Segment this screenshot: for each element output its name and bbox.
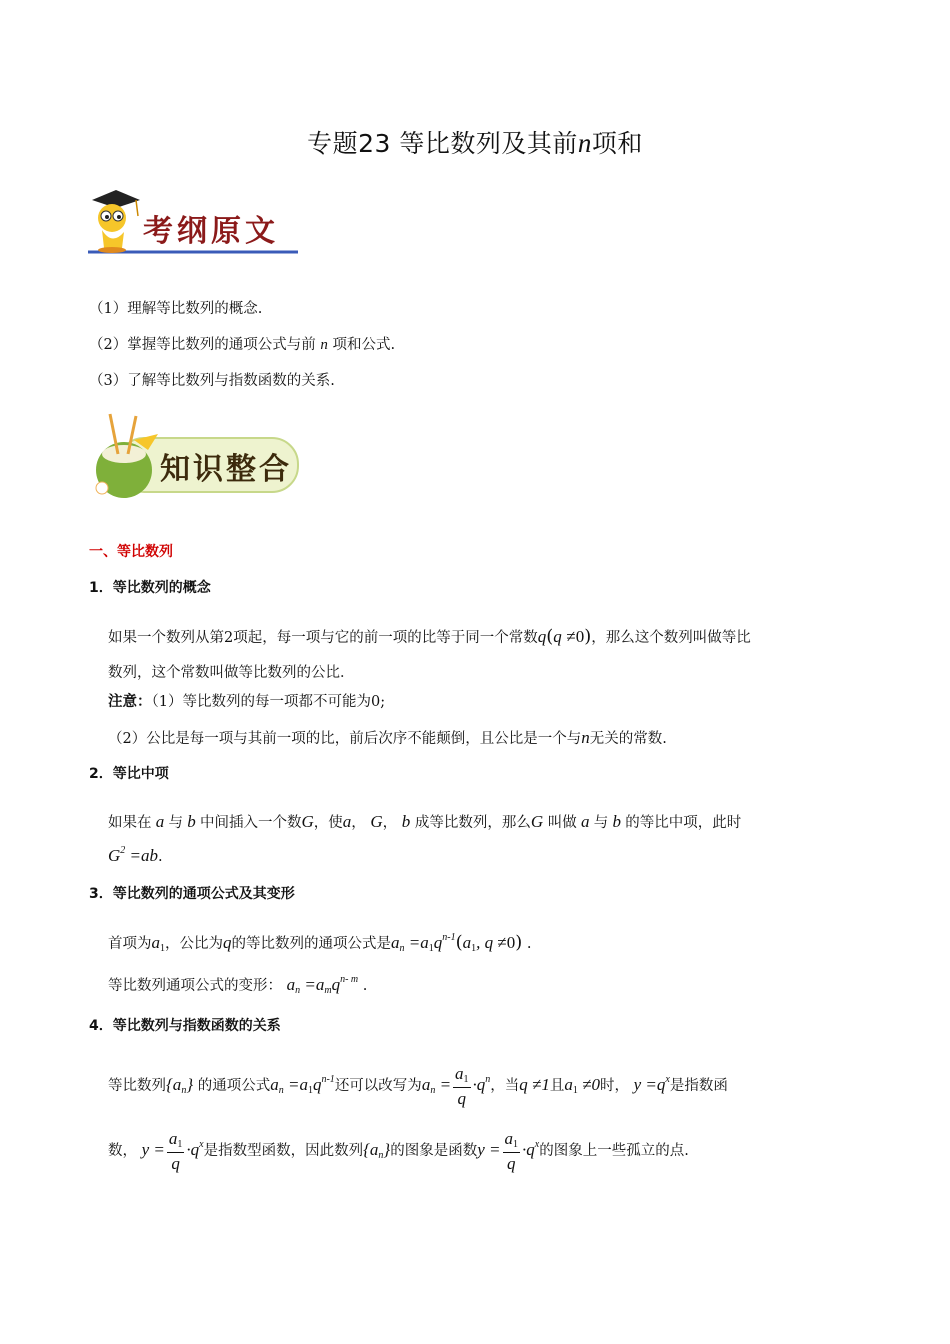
page-title: 专题23 等比数列及其前n项和 [307, 128, 643, 158]
formula: $G^2 =ab$. [108, 845, 163, 865]
paragraph: 数列，这个常数叫做等比数列的公比． [108, 665, 355, 681]
subsection-heading: 1．等比数列的概念 [89, 580, 211, 596]
syllabus-item: （3）了解等比数列与指数函数的关系. [89, 373, 335, 389]
knowledge-banner [88, 410, 303, 502]
paragraph: 等比数列{an} 的通项公式an $=a_1q^{n-1}$还可以改写为an = $\frac{a_1}{q}$ $\cdot q^n$，当q ≠1且$a_1 \ne 0$时， $y =q^x$是指数函 [108, 1064, 728, 1108]
note: 注意：（1）等比数列的每一项都不可能为0; [108, 693, 386, 710]
syllabus-banner [88, 186, 303, 258]
paragraph: 如果在 a 与 b 中间插入一个数G，使a， G， b 成等比数列，那么G 叫做 a 与 b 的等比中项，此时 [108, 812, 742, 831]
note: （2）公比是每一项与其前一项的比，前后次序不能颠倒，且公比是一个与n无关的常数. [108, 728, 667, 747]
banner-title: 知识整合 [160, 452, 292, 487]
syllabus-item: （2）掌握等比数列的通项公式与前 n 项和公式. [89, 337, 396, 353]
subsection-heading: 3．等比数列的通项公式及其变形 [89, 886, 295, 902]
paragraph: 等比数列通项公式的变形： an =amq$^{n- m}$ . [108, 974, 368, 996]
banner-title: 考纲原文 [143, 214, 279, 249]
subsection-heading: 4．等比数列与指数函数的关系 [89, 1018, 281, 1034]
paragraph: 数， y = $\frac{a_1}{q}$ $\cdot q^x$是指数型函数，因此数列{an}的图象是函数y = $\frac{a_1}{q}$ $\cdot q^x$的图象上一些孤立的点. [108, 1129, 689, 1173]
subsection-heading: 2．等比中项 [89, 766, 169, 782]
paragraph: 首项为$a_1$，公比为q的等比数列的通项公式是an $=a_1q^{n-1}(a_1$, q ≠0) . [108, 932, 532, 954]
section-heading: 一、等比数列 [89, 544, 173, 560]
paragraph: 如果一个数列从第2项起，每一项与它的前一项的比等于同一个常数q(q ≠0)，那么这个数列叫做等比 [108, 626, 751, 647]
syllabus-item: （1）理解等比数列的概念. [89, 301, 263, 317]
